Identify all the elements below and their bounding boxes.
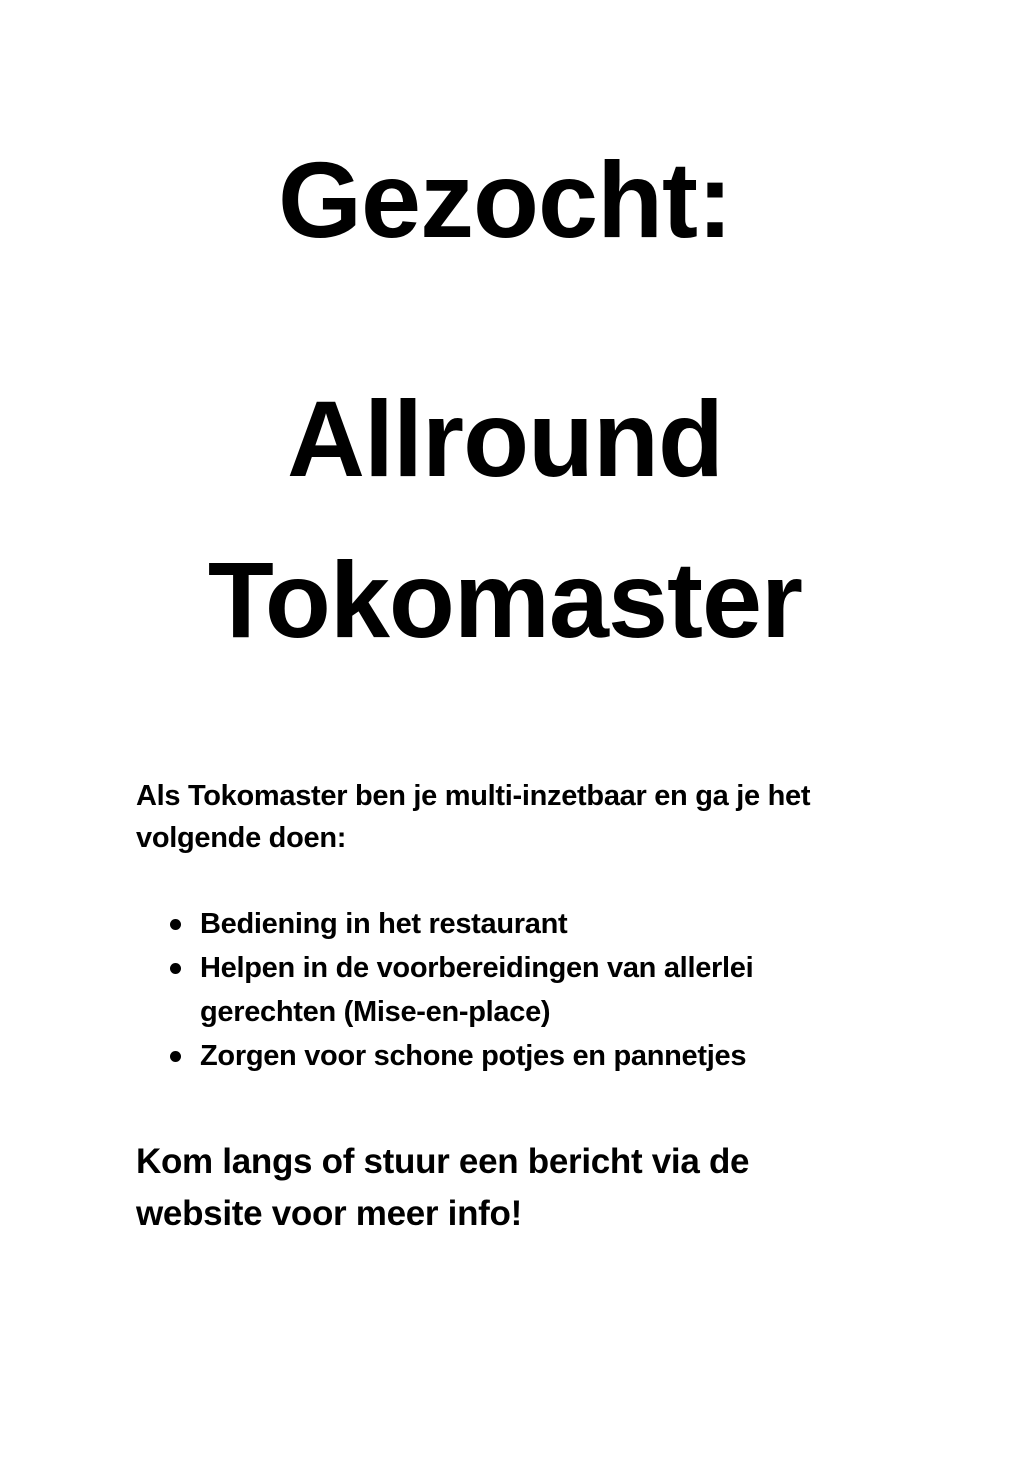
poster-title-tokomaster: Tokomaster (207, 539, 803, 660)
bullet-icon (170, 1051, 181, 1062)
task-label: Helpen in de voorbereidingen van allerlei gerechten (Mise-en-place) (200, 952, 754, 1028)
intro-text: Als Tokomaster ben je multi-inzetbaar en ga je het volgende doen: (136, 780, 811, 854)
task-list (136, 902, 876, 1078)
task-item-schoonmaak (136, 1034, 876, 1078)
bullet-icon (170, 963, 181, 974)
task-item-bediening (136, 902, 876, 946)
task-item-voorbereiding (136, 946, 876, 1034)
bullet-icon (170, 919, 181, 930)
poster-title-allround: Allround (287, 378, 723, 499)
task-label: Zorgen voor schone potjes en pannetjes (200, 1040, 747, 1072)
poster-title-gezocht: Gezocht: (277, 139, 732, 260)
task-label: Bediening in het restaurant (200, 908, 568, 940)
closing-text: Kom langs of stuur een bericht via de website voor meer info! (136, 1142, 750, 1233)
